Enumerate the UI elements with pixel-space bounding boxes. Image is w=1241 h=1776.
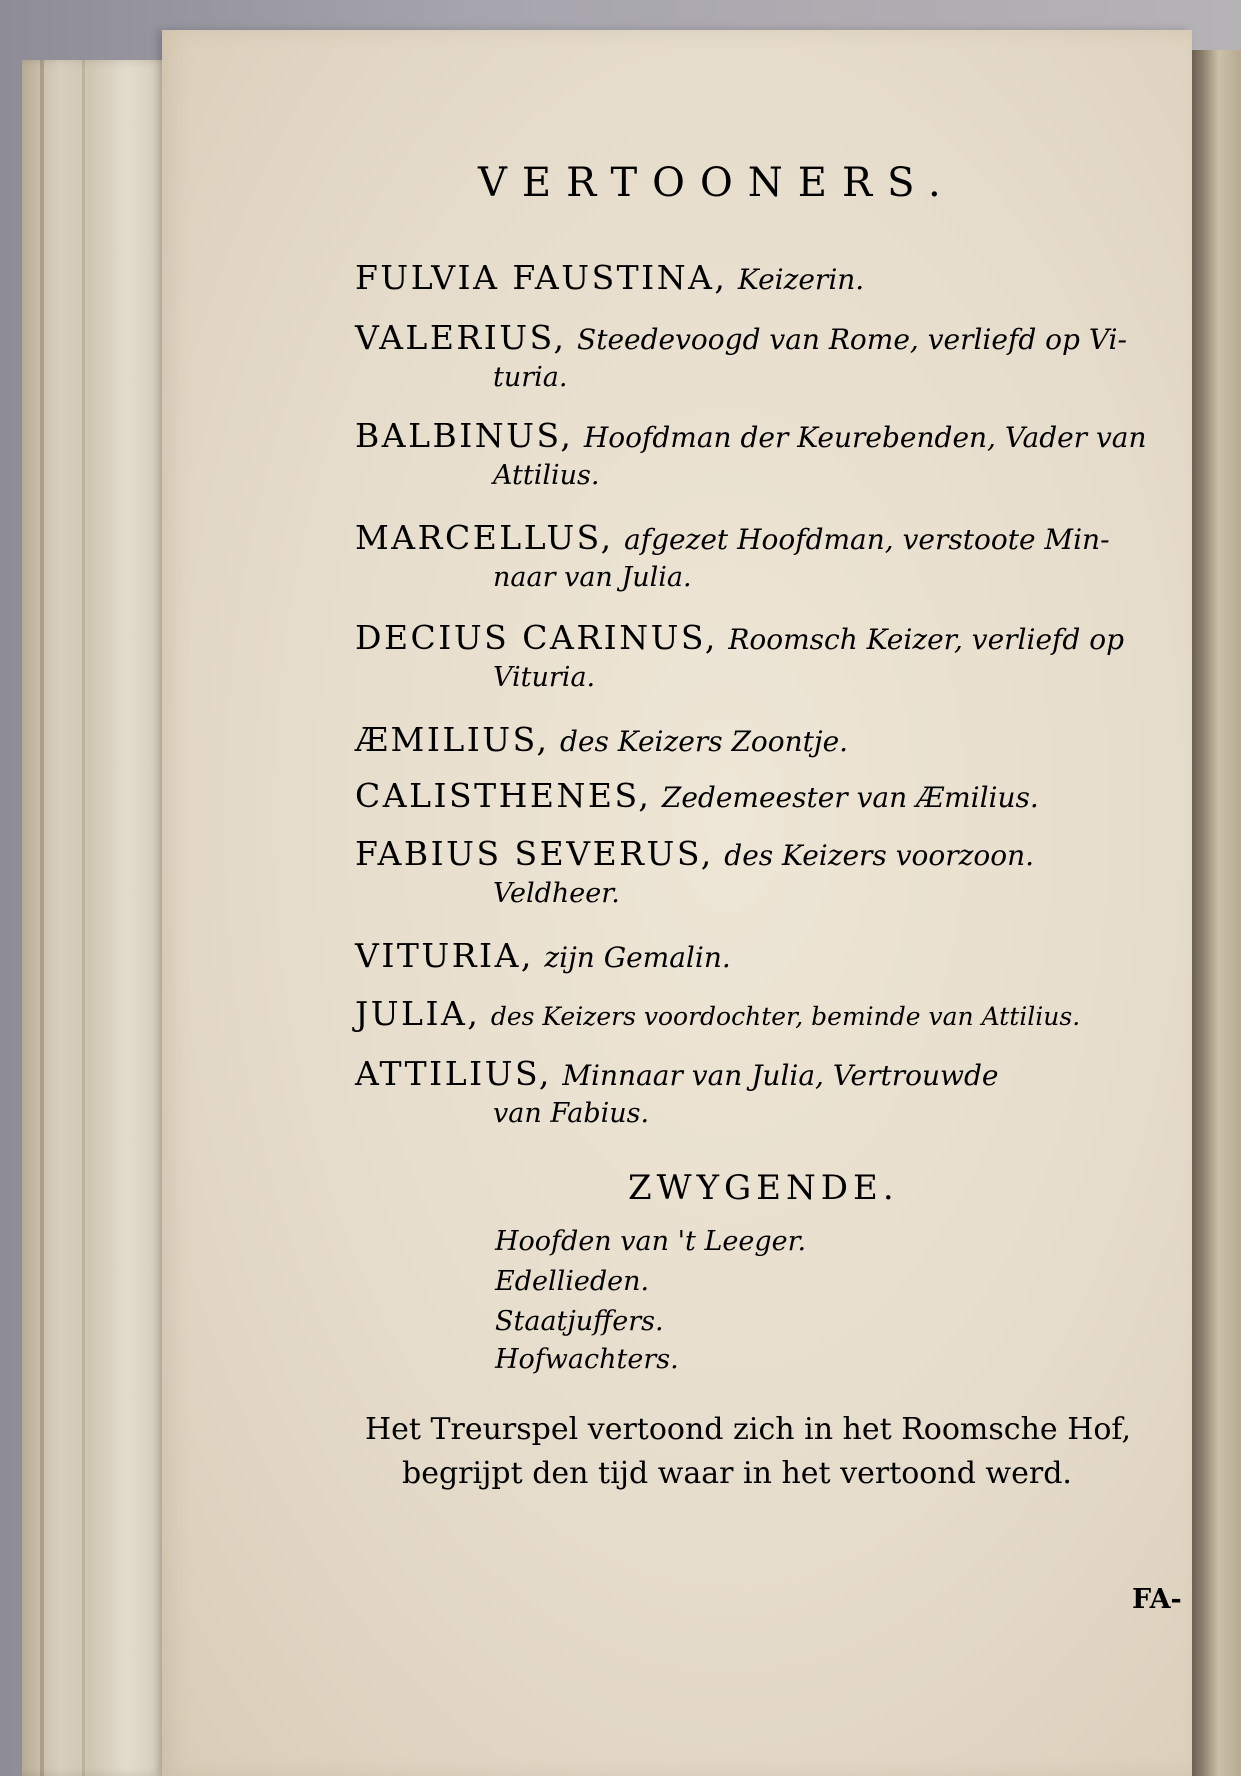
character-description-continued: naar van Julia. [493,562,692,593]
setting-note-line: Het Treurspel vertoond zich in het Roomsche Hof, [365,1412,1131,1447]
character-name: FULVIA FAUSTINA, [355,258,728,297]
silent-role: Staatjuffers. [495,1306,664,1337]
character-entry-balbinus [355,416,1175,494]
character-entry-julia [355,994,1175,1037]
character-description: Keizerin. [737,263,865,296]
character-entry-attilius [355,1054,1175,1132]
left-page-stack [22,60,172,1776]
silent-role: Hofwachters. [495,1344,679,1375]
character-description-continued: van Fabius. [493,1098,650,1129]
character-name: ÆMILIUS, [355,720,550,759]
character-description-continued: turia. [493,362,568,393]
character-name: FABIUS SEVERUS, [355,834,714,873]
character-entry-vituria [355,936,1175,978]
setting-note-line: begrijpt den tijd waar in het vertoond werd. [402,1456,1072,1491]
character-description: Zedemeester van Æmilius. [661,781,1039,814]
character-entry-decius [355,618,1175,696]
character-description: des Keizers Zoontje. [560,725,849,758]
character-entry-aemilius [355,720,1175,762]
character-description-continued: Veldheer. [493,878,620,909]
character-name: VALERIUS, [355,318,567,357]
character-description: zijn Gemalin. [544,941,731,974]
character-description: Minnaar van Julia, Vertrouwde [562,1059,999,1092]
character-description-continued: Vituria. [493,662,596,693]
character-description: Roomsch Keizer, verliefd op [728,623,1124,656]
character-name: DECIUS CARINUS, [355,618,718,657]
character-description: des Keizers voorzoon. [724,839,1035,872]
character-entry-fulvia [355,258,1175,300]
silent-roles-heading: ZWYGENDE. [628,1168,899,1208]
character-name: BALBINUS, [355,416,574,455]
character-description: afgezet Hoofdman, verstoote Min- [624,523,1110,556]
character-entry-calisthenes [355,776,1175,818]
character-description: Steedevoogd van Rome, verliefd op Vi- [577,323,1127,356]
character-entry-marcellus [355,518,1175,596]
catchword: FA- [1132,1584,1182,1615]
right-book-edge [1185,50,1241,1776]
character-name: MARCELLUS, [355,518,614,557]
character-name: VITURIA, [355,936,534,975]
character-entry-valerius [355,318,1175,396]
character-name: CALISTHENES, [355,776,652,815]
silent-role: Hoofden van 't Leeger. [495,1226,807,1257]
character-name: JULIA, [355,994,481,1033]
character-name: ATTILIUS, [355,1054,552,1093]
character-description-continued: Attilius. [493,460,600,491]
character-description: Hoofdman der Keurebenden, Vader van [583,421,1147,454]
page-heading: VERTOONERS. [478,160,956,206]
character-entry-fabius [355,834,1175,912]
silent-role: Edellieden. [495,1266,650,1297]
character-description: des Keizers voordochter, beminde van Attilius. [490,1002,1081,1031]
